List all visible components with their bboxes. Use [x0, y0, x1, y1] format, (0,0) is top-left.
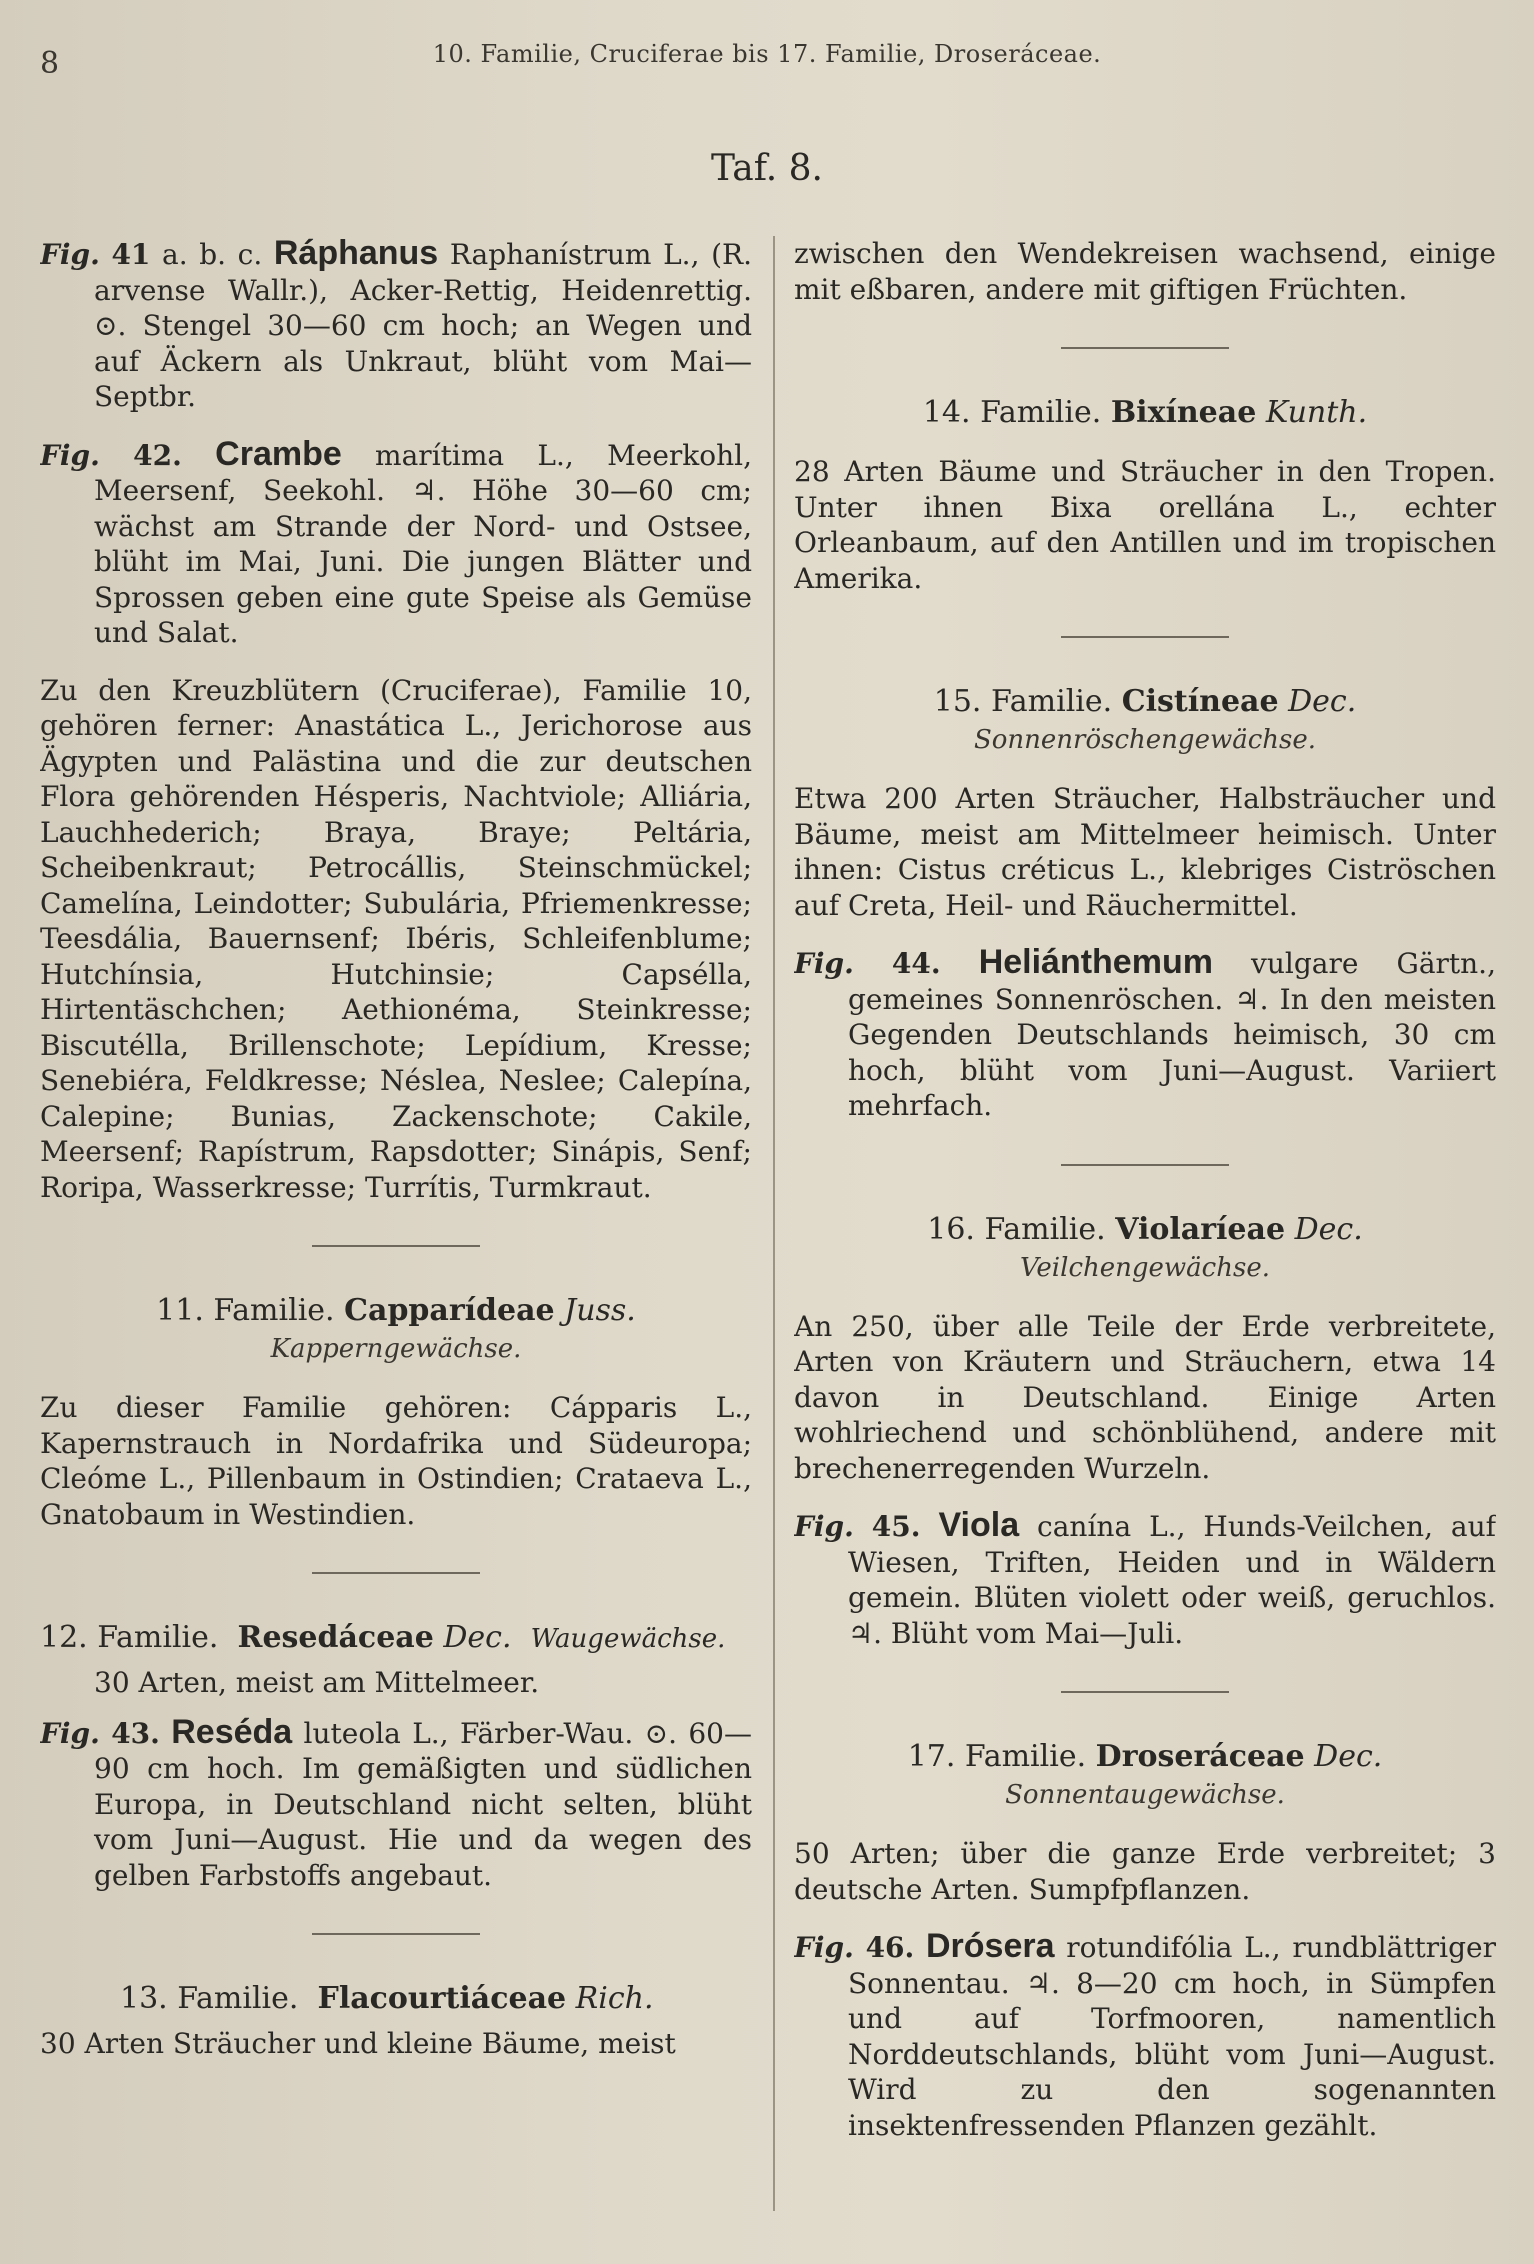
family-author: Kunth. — [1265, 395, 1368, 430]
species-description: vulgare Gärtn., gemeines Sonnenröschen. ♃. In den meisten Gegenden Deutschlands heimisch, 30 cm hoch, blüht vom Juni—August. Variiert mehrfach. — [848, 947, 1496, 1122]
fig-subparts: a. b. c. — [150, 238, 274, 271]
family-16-heading — [794, 1212, 1496, 1247]
species-description: rotundifólia L., rundblättriger Sonnentau. ♃. 8—20 cm hoch, in Sümpfen und auf Torfmooren, namentlich Norddeutschlands, blüht vom Juni—August. Wird zu den sogenannten insektenfressenden Pflanzen gezählt. — [848, 1931, 1496, 2142]
family-name: Cistíneae — [1121, 684, 1279, 719]
figure-45-entry — [794, 1508, 1496, 1651]
family-name: Flacourtiáceae — [317, 1981, 567, 2016]
family-16-text: An 250, über alle Teile der Erde verbreitete, Arten von Kräutern und Sträuchern, etwa 14 davon in Deutschland. Einige Arten wohlriechend und schönblühend, andere mit brechenerregenden Wurzeln. — [794, 1309, 1496, 1485]
species-description: Raphanístrum L., (R. arvense Wallr.), Acker-Rettig, Heidenrettig. ⊙. Stengel 30—60 cm hoch; an Wegen und auf Äckern als Unkraut, blüht vom Mai—Septbr. — [94, 238, 752, 413]
family-13-text: 30 Arten Sträucher und kleine Bäume, meist — [40, 2027, 676, 2060]
section-rule — [1061, 1164, 1229, 1166]
fig-label: Fig. — [40, 1716, 100, 1750]
section-rule — [1061, 1691, 1229, 1693]
fig-number: 44. — [891, 947, 941, 980]
fig-label: Fig. — [794, 1510, 854, 1543]
fig-number: 41 — [111, 238, 151, 271]
figure-44-entry — [794, 945, 1496, 1124]
family-17-heading — [794, 1739, 1496, 1774]
fig-number: 43. — [111, 1716, 160, 1750]
running-head: 10. Familie, Cruciferae bis 17. Familie, Droseráceae. — [432, 40, 1102, 68]
family-13-continuation: zwischen den Wendekreisen wachsend, einige mit eßbaren, andere mit giftigen Früchten. — [794, 237, 1496, 306]
family-14-text: 28 Arten Bäume und Sträucher in den Tropen. Unter ihnen Bixa orellána L., echter Orleanbaum, auf den Antillen und im tropischen Amerika. — [794, 455, 1496, 595]
family-11-heading — [40, 1293, 752, 1328]
family-12-heading — [40, 1620, 752, 1655]
genus-name: Reséda — [171, 1712, 293, 1751]
column-divider — [773, 236, 775, 2211]
family-number: 14. Familie. — [922, 395, 1102, 430]
family-number: 16. Familie. — [927, 1211, 1106, 1247]
figure-43-entry — [40, 1712, 752, 1894]
family-number: 15. Familie. — [933, 684, 1113, 719]
family-author: Dec. — [1294, 1211, 1363, 1247]
genus-name: Viola — [938, 1506, 1020, 1544]
family-15-heading — [794, 684, 1496, 719]
family-number: 17. Familie. — [907, 1739, 1087, 1774]
family-common-name: Waugewächse. — [530, 1624, 726, 1654]
family-author: Rich. — [575, 1981, 654, 2016]
left-column — [40, 236, 752, 2246]
species-description: canína L., Hunds-Veilchen, auf Wiesen, Triften, Heiden und in Wäldern gemein. Blüten violett oder weiß, geruchlos. ♃. Blüht vom Mai—Juli. — [848, 1510, 1496, 1650]
figure-41-entry — [40, 236, 752, 415]
family-17-common-name: Sonnentaugewächse. — [1005, 1780, 1285, 1810]
family-name: Resedáceae — [237, 1620, 434, 1655]
figure-42-entry — [40, 434, 752, 651]
fig-label: Fig. — [794, 947, 854, 980]
genus-name: Crambe — [215, 434, 342, 473]
fig-number: 45. — [871, 1510, 921, 1543]
family-17-text: 50 Arten; über die ganze Erde verbreitet; 3 deutsche Arten. Sumpfpflanzen. — [794, 1837, 1496, 1906]
family-author: Juss. — [564, 1293, 636, 1328]
species-description: luteola L., Färber-Wau. ⊙. 60—90 cm hoch. Im gemäßigten und südlichen Europa, in Deutschland nicht selten, blüht vom Juni—August. Hie und da wegen des gelben Farbstoffs angebaut. — [94, 1716, 752, 1892]
cruciferae-note: Zu den Kreuzblütern (Cruciferae), Familie 10, gehören ferner: Anastática L., Jerichorose aus Ägypten und Palästina und die zur deutschen Flora gehörenden Hésperis, Nachtviole; Alliária, Lauchhederich; Braya, Braye; Peltária, Scheibenkraut; Petrocállis, Steinschmückel; Camelína, Leindotter; Subulária, Pfriemenkresse; Teesdália, Bauernsenf; Ibéris, Schleifenblume; Hutchínsia, Hutchinsie; Capsélla, Hirtentäschchen; Aethionéma, Steinkresse; Biscutélla, Brillenschote; Lepídium, Kresse; Senebiéra, Feldkresse; Néslea, Neslee; Calepína, Calepine; Bunias, Zackenschote; Cakile, Meersenf; Rapístrum, Rapsdotter; Sinápis, Senf; Roripa, Wasserkresse; Turrítis, Turmkraut. — [40, 673, 752, 1204]
fig-label: Fig. — [794, 1931, 854, 1964]
family-14-heading — [794, 395, 1496, 430]
genus-name: Ráphanus — [273, 236, 439, 272]
page-number: 8 — [40, 46, 60, 81]
family-15-common-name: Sonnenröschengewächse. — [973, 725, 1317, 755]
family-number: 12. Familie. — [40, 1620, 219, 1655]
fig-number: 46. — [865, 1931, 915, 1964]
family-number: 13. Familie. — [120, 1981, 299, 2016]
family-name: Droseráceae — [1095, 1739, 1305, 1774]
family-name: Capparídeae — [344, 1293, 555, 1328]
family-11-common-name: Kapperngewächse. — [270, 1334, 522, 1364]
family-author: Dec. — [1288, 684, 1357, 719]
family-name: Violaríeae — [1115, 1211, 1286, 1247]
family-12-text: 30 Arten, meist am Mittelmeer. — [94, 1666, 540, 1699]
family-author: Dec. — [443, 1620, 512, 1655]
family-16-common-name: Veilchengewächse. — [1020, 1252, 1270, 1283]
family-11-text: Zu dieser Familie gehören: Cápparis L., Kapernstrauch in Nordafrika und Südeuropa; Cleóme L., Pillenbaum in Ostindien; Crataeva L., Gnatobaum in Westindien. — [40, 1391, 752, 1531]
family-author: Dec. — [1314, 1739, 1383, 1774]
section-rule — [312, 1933, 480, 1935]
section-rule — [312, 1245, 480, 1247]
genus-name: Heliánthemum — [978, 943, 1213, 981]
species-description: marítima L., Meerkohl, Meersenf, Seekohl. ♃. Höhe 30—60 cm; wächst am Strande der Nord- und Ostsee, blüht im Mai, Juni. Die jungen Blätter und Sprossen geben eine gute Speise als Gemüse und Salat. — [94, 438, 752, 649]
figure-46-entry — [794, 1929, 1496, 2143]
family-number: 11. Familie. — [156, 1293, 335, 1328]
genus-name: Drósera — [926, 1927, 1055, 1965]
section-rule — [312, 1572, 480, 1574]
fig-label: Fig. — [40, 438, 100, 472]
family-15-text: Etwa 200 Arten Sträucher, Halbsträucher und Bäume, meist am Mittelmeer heimisch. Unter ihnen: Cistus créticus L., klebriges Ciströschen auf Creta, Heil- und Räuchermittel. — [794, 782, 1496, 922]
section-rule — [1061, 347, 1229, 349]
fig-number: 42. — [133, 438, 182, 472]
family-13-heading — [40, 1981, 752, 2016]
family-name: Bixíneae — [1110, 395, 1257, 430]
right-column — [794, 236, 1496, 2246]
section-rule — [1061, 636, 1229, 638]
fig-label: Fig. — [40, 238, 100, 271]
plate-title: Taf. 8. — [711, 148, 823, 189]
